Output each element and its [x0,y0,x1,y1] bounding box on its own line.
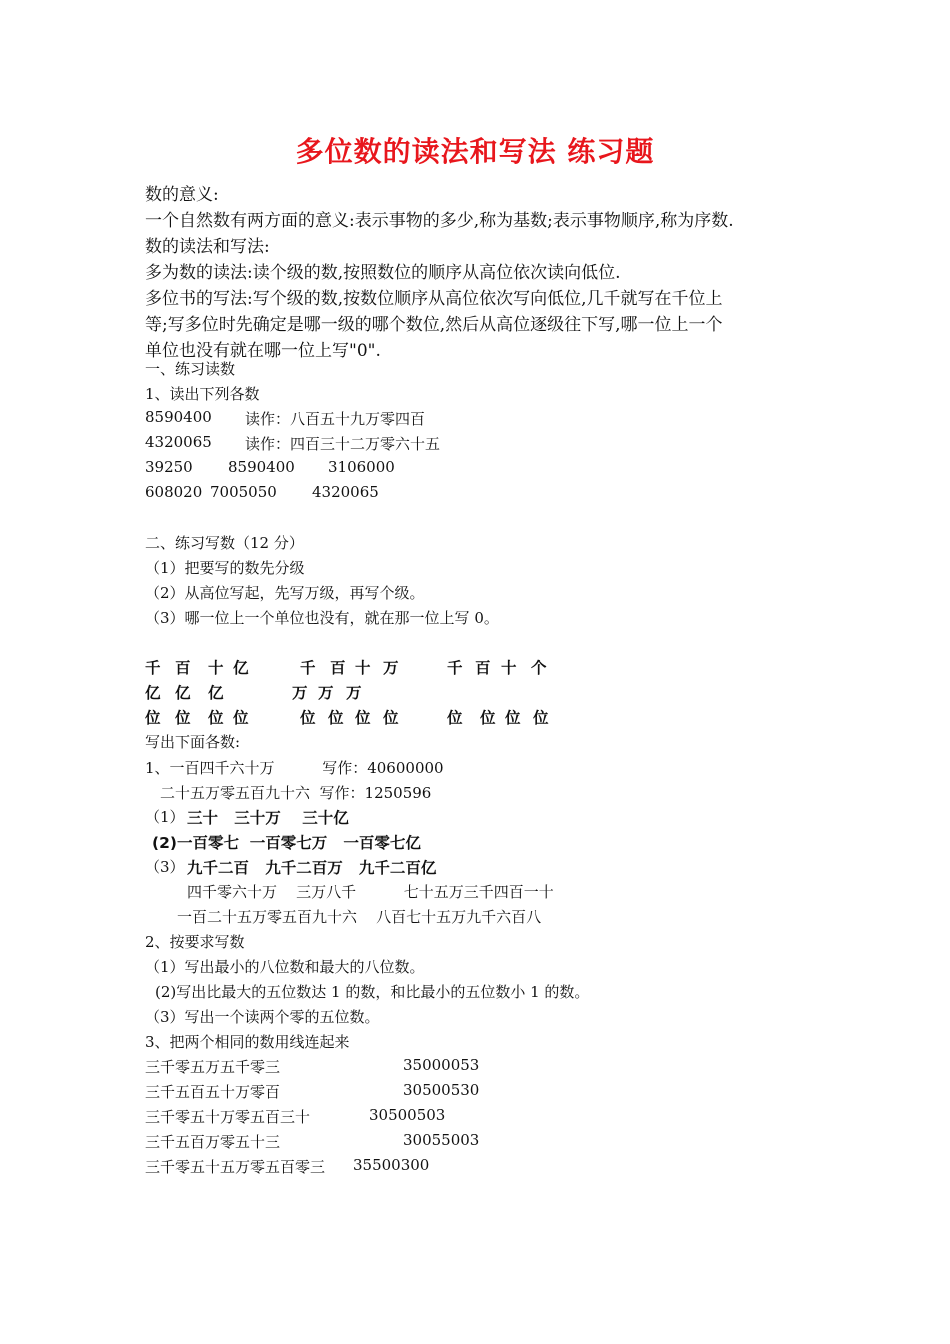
number-item: 3106000 [328,458,395,476]
place-cell: 位 [328,709,344,727]
intro-line: 数的意义: [145,185,219,205]
place-cell: 十 [355,659,371,677]
place-cell: 位 [355,709,371,727]
write-example: 1、一百四千六十万 写作：40600000 [145,759,444,777]
number-item: 39250 [145,458,193,476]
section2-step: （1）把要写的数先分级 [145,559,305,577]
place-cell: 位 [145,709,161,727]
write-example: 二十五万零五百九十六 写作：1250596 [160,784,432,802]
section2-heading: 二、练习写数（12 分） [145,534,304,552]
place-cell: 亿 [175,684,191,702]
section2-step: （3）哪一位上一个单位也没有，就在那一位上写 0。 [145,609,499,627]
place-cell: 位 [175,709,191,727]
match-right: 30500530 [403,1081,480,1099]
place-cell: 个 [531,659,547,677]
number-item: 7005050 [210,483,277,501]
match-right: 35500300 [353,1156,430,1174]
section1-heading: 一、练习读数 [145,360,236,378]
place-cell: 万 [346,684,362,702]
intro-line: 一个自然数有两方面的意义:表示事物的多少,称为基数;表示事物顺序,称为序数. [145,211,734,231]
requirement-item: （1）写出最小的八位数和最大的八位数。 [145,958,425,976]
place-cell: 亿 [233,659,249,677]
example-reading: 读作：八百五十九万零四百 [245,410,426,428]
question-number: （1） [145,808,185,826]
place-cell: 亿 [145,684,161,702]
match-right: 30055003 [403,1131,480,1149]
write-heading: 写出下面各数: [145,733,241,751]
match-left: 三千五百五十万零百 [145,1083,281,1101]
place-cell: 亿 [208,684,224,702]
question-text: 三十 三十万 三十亿 [187,809,349,827]
place-cell: 千 [300,659,316,677]
page-title: 多位数的读法和写法 练习题 [295,135,655,168]
place-cell: 十 [208,659,224,677]
place-cell: 位 [447,709,463,727]
place-cell: 位 [480,709,496,727]
example-number: 4320065 [145,433,212,451]
match-right: 35000053 [403,1056,480,1074]
place-cell: 万 [292,684,308,702]
requirement-heading: 2、按要求写数 [145,933,245,951]
place-cell: 位 [300,709,316,727]
place-cell: 万 [318,684,334,702]
place-cell: 位 [233,709,249,727]
match-heading: 3、把两个相同的数用线连起来 [145,1033,350,1051]
write-question-4: 四千零六十万 三万八千 七十五万三千四百一十 [187,883,554,901]
section1-sub: 1、读出下列各数 [145,385,260,403]
intro-line: 数的读法和写法: [145,237,270,257]
place-cell: 位 [533,709,549,727]
question-number: （3） [145,858,185,876]
number-item: 4320065 [312,483,379,501]
requirement-item: (2)写出比最大的五位数达 1 的数，和比最小的五位数小 1 的数。 [155,983,590,1001]
place-cell: 百 [175,659,191,677]
example-reading: 读作：四百三十二万零六十五 [245,435,441,453]
place-cell: 十 [501,659,517,677]
question-text: 九千二百 九千二百万 九千二百亿 [187,859,437,877]
requirement-item: （3）写出一个读两个零的五位数。 [145,1008,380,1026]
intro-line: 单位也没有就在哪一位上写"0". [145,341,381,361]
write-question-5: 一百二十五万零五百九十六 八百七十五万九千六百八 [177,908,542,926]
intro-line: 多为数的读法:读个级的数,按照数位的顺序从高位依次读向低位. [145,263,621,283]
place-cell: 位 [505,709,521,727]
example-number: 8590400 [145,408,212,426]
place-cell: 百 [475,659,491,677]
match-left: 三千零五十五万零五百零三 [145,1158,326,1176]
write-question-2: (2)一百零七 一百零七万 一百零七亿 [152,834,421,852]
place-cell: 千 [145,659,161,677]
place-cell: 百 [330,659,346,677]
match-left: 三千零五万五千零三 [145,1058,281,1076]
place-cell: 万 [383,659,399,677]
place-cell: 位 [383,709,399,727]
place-cell: 位 [208,709,224,727]
number-item: 608020 [145,483,203,501]
place-cell: 千 [447,659,463,677]
intro-line: 多位书的写法:写个级的数,按数位顺序从高位依次写向低位,几千就写在千位上 [145,289,723,309]
match-left: 三千五百万零五十三 [145,1133,281,1151]
match-right: 30500503 [369,1106,446,1124]
match-left: 三千零五十万零五百三十 [145,1108,311,1126]
section2-step: （2）从高位写起，先写万级，再写个级。 [145,584,425,602]
intro-line: 等;写多位时先确定是哪一级的哪个数位,然后从高位逐级往下写,哪一位上一个 [145,315,723,335]
number-item: 8590400 [228,458,295,476]
